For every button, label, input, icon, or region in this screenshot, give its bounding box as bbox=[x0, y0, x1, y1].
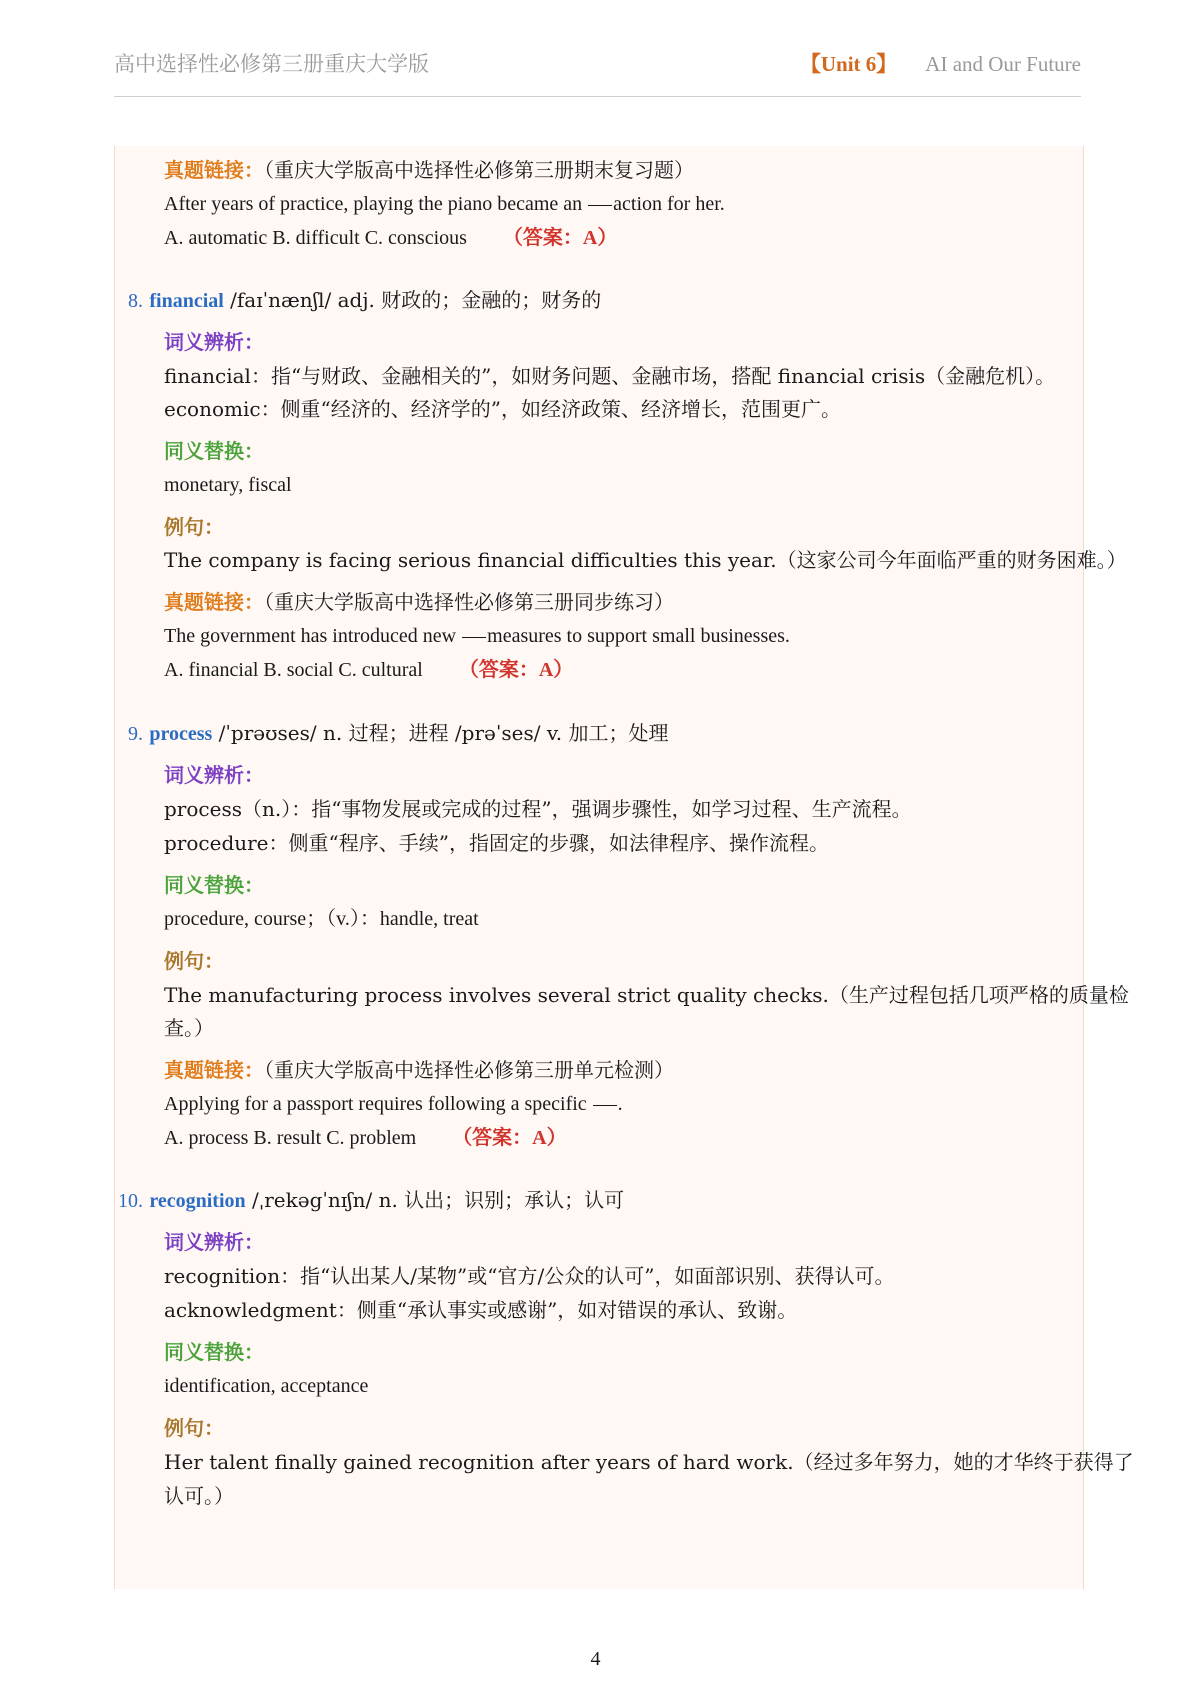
example-label: 例句： bbox=[164, 949, 224, 973]
analysis-line: financial：指“与财政、金融相关的”，如财务问题、金融市场，搭配 financial crisis（金融危机）。 bbox=[164, 364, 1056, 388]
answer-blank bbox=[462, 637, 486, 638]
synonym-label: 同义替换： bbox=[164, 1340, 264, 1364]
example-sentence-cont: 认可。） bbox=[164, 1484, 234, 1508]
entry-definition: /ˌrekəgˈnɪʃn/ n. 认出；识别；承认；认可 bbox=[245, 1188, 625, 1212]
quiz-answer: （答案：A） bbox=[502, 227, 618, 249]
example-sentence: The manufacturing process involves several strict quality checks.（生产过程包括几项严格的质量检 bbox=[164, 983, 1129, 1007]
synonym-label: 同义替换： bbox=[164, 873, 264, 897]
analysis-label: 词义辨析： bbox=[164, 763, 264, 787]
top-quiz-header bbox=[164, 156, 694, 184]
page-number: 4 bbox=[590, 1648, 601, 1670]
analysis-line: acknowledgment：侧重“承认事实或感谢”，如对错误的承认、致谢。 bbox=[164, 1298, 798, 1322]
entry-process-heading bbox=[128, 719, 668, 748]
entry-number: 9. bbox=[128, 723, 143, 745]
quiz-options: A. financial B. social C. cultural （答案：A） bbox=[164, 659, 574, 681]
quiz-label: 真题链接： bbox=[164, 1058, 264, 1082]
entry-recognition-heading bbox=[118, 1186, 624, 1215]
example-sentence: The company is facing serious financial difficulties this year.（这家公司今年面临严重的财务困难。） bbox=[164, 548, 1127, 572]
entry-definition: /faɪˈnænʃl/ adj. 财政的；金融的；财务的 bbox=[223, 288, 602, 312]
synonym-text: monetary, fiscal bbox=[164, 474, 292, 496]
synonym-text: procedure, course；（v.）：handle, treat bbox=[164, 908, 479, 930]
example-sentence: Her talent finally gained recognition after years of hard work.（经过多年努力，她的才华终于获得了 bbox=[164, 1450, 1134, 1474]
quiz-answer: （答案：A） bbox=[452, 1127, 567, 1149]
top-quiz-options: A. automatic B. difficult C. conscious （答案：A） bbox=[164, 227, 618, 249]
example-label: 例句： bbox=[164, 1416, 224, 1440]
quiz-source: （重庆大学版高中选择性必修第三册同步练习） bbox=[264, 590, 674, 614]
quiz-header bbox=[164, 588, 674, 616]
example-sentence-cont: 查。） bbox=[164, 1016, 214, 1040]
unit-label: 【Unit 6】 bbox=[799, 52, 898, 76]
analysis-line: economic：侧重“经济的、经济学的”，如经济政策、经济增长，范围更广。 bbox=[164, 397, 842, 421]
analysis-line: procedure：侧重“程序、手续”，指固定的步骤，如法律程序、操作流程。 bbox=[164, 831, 829, 855]
entry-financial-heading bbox=[128, 286, 601, 315]
book-title: 高中选择性必修第三册重庆大学版 bbox=[114, 52, 429, 76]
answer-blank bbox=[593, 1105, 617, 1106]
quiz-source: （重庆大学版高中选择性必修第三册单元检测） bbox=[264, 1058, 674, 1082]
unit-heading bbox=[800, 48, 1081, 78]
top-quiz-question: After years of practice, playing the piano became an action for her. bbox=[164, 193, 725, 215]
page-header bbox=[114, 44, 1081, 97]
entry-word: process bbox=[149, 723, 213, 745]
quiz-options: A. process B. result C. problem （答案：A） bbox=[164, 1127, 567, 1149]
answer-blank bbox=[588, 205, 612, 206]
quiz-label: 真题链接： bbox=[164, 158, 264, 182]
analysis-line: process（n.）：指“事物发展或完成的过程”，强调步骤性，如学习过程、生产流程。 bbox=[164, 797, 912, 821]
analysis-line: recognition：指“认出某人/某物”或“官方/公众的认可”，如面部识别、获得认可。 bbox=[164, 1264, 895, 1288]
entry-word: recognition bbox=[149, 1190, 246, 1212]
entry-word: financial bbox=[149, 290, 224, 312]
quiz-source: （重庆大学版高中选择性必修第三册期末复习题） bbox=[264, 158, 694, 182]
unit-subtitle: AI and Our Future bbox=[925, 52, 1081, 76]
quiz-question: The government has introduced new measures to support small businesses. bbox=[164, 625, 790, 647]
analysis-label: 词义辨析： bbox=[164, 330, 264, 354]
synonym-label: 同义替换： bbox=[164, 439, 264, 463]
analysis-label: 词义辨析： bbox=[164, 1230, 264, 1254]
quiz-header bbox=[164, 1056, 674, 1084]
synonym-text: identification, acceptance bbox=[164, 1375, 369, 1397]
entry-number: 8. bbox=[128, 290, 143, 312]
entry-definition: /ˈprəʊses/ n. 过程；进程 /prəˈses/ v. 加工；处理 bbox=[212, 721, 669, 745]
entry-number: 10. bbox=[118, 1190, 143, 1212]
quiz-label: 真题链接： bbox=[164, 590, 264, 614]
quiz-answer: （答案：A） bbox=[458, 659, 574, 681]
quiz-question: Applying for a passport requires following a specific . bbox=[164, 1093, 623, 1115]
example-label: 例句： bbox=[164, 515, 224, 539]
